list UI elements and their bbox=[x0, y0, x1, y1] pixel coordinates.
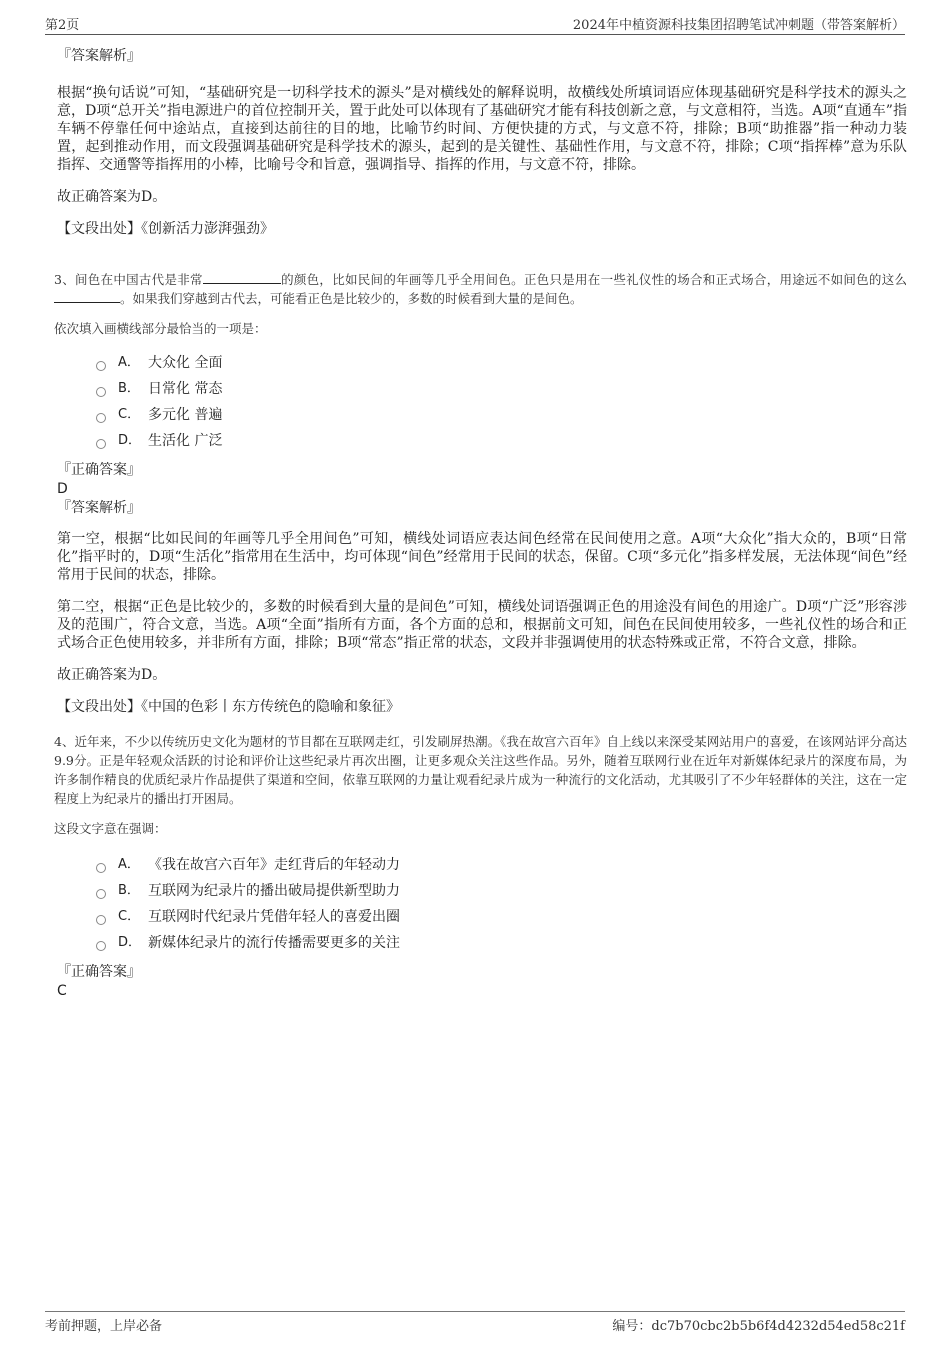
q3-analysis-second: 第二空，根据“正色是比较少的，多数的时候看到大量的是间色”可知，横线处词语强调正色的用途没有间色的用途广。D项“广泛”形容涉及的范围广，符合文意，当选。A项“全面”指所有方面，各个方面的总和，根据前文可知，间色在民间使用较多，一些礼仪性的场合和正式场合正色使用较多，并非所有方面，排除；B项“常态”指正常的状态，文段并非强调使用的状态特殊或正常，不符合文意，排除。 bbox=[57, 599, 907, 651]
radio-icon[interactable] bbox=[96, 413, 106, 423]
page-header bbox=[45, 14, 905, 35]
q2-source: 【文段出处】《创新活力澎湃强劲》 bbox=[57, 221, 274, 237]
radio-icon[interactable] bbox=[96, 439, 106, 449]
q3-text-part1: 3、间色在中国古代是非常 bbox=[54, 272, 203, 287]
radio-icon[interactable] bbox=[96, 915, 106, 925]
question-4-prompt: 这段文字意在强调： bbox=[54, 821, 167, 836]
q3-option-b[interactable]: B． 日常化 常态 bbox=[96, 376, 907, 402]
q3-option-c[interactable]: C． 多元化 普遍 bbox=[96, 402, 907, 428]
radio-icon[interactable] bbox=[96, 361, 106, 371]
q3-correct-answer: D bbox=[57, 481, 68, 497]
radio-icon[interactable] bbox=[96, 863, 106, 873]
page-content bbox=[54, 44, 907, 1000]
q2-analysis-title: 『答案解析』 bbox=[57, 48, 141, 64]
q4-option-c[interactable]: C． 互联网时代纪录片凭借年轻人的喜爱出圈 bbox=[96, 904, 907, 930]
q3-conclusion: 故正确答案为D。 bbox=[57, 667, 167, 683]
q3-correct-title: 『正确答案』 bbox=[57, 462, 141, 478]
document-id: 编号：dc7b70cbc2b5b6f4d4232d54ed58c21f bbox=[612, 1319, 905, 1334]
question-3-text bbox=[54, 270, 907, 308]
page-footer bbox=[45, 1311, 905, 1335]
q3-source: 【文段出处】《中国的色彩丨东方传统色的隐喻和象征》 bbox=[57, 699, 400, 715]
radio-icon[interactable] bbox=[96, 889, 106, 899]
question-3-prompt: 依次填入画横线部分最恰当的一项是： bbox=[54, 321, 267, 336]
q3-analysis-first: 第一空，根据“比如民间的年画等几乎全用间色”可知，横线处词语应表达间色经常在民间使用之意。A项“大众化”指大众的，B项“日常化”指平时的，D项“生活化”指常用在生活中，均可体现“间色”经常用于民间的状态，保留。C项“多元化”指多样发展，无法体现“间色”经常用于民间的状态，排除。 bbox=[57, 531, 907, 583]
radio-icon[interactable] bbox=[96, 941, 106, 951]
q3-blank-1 bbox=[203, 271, 281, 284]
page-number: 第2页 bbox=[45, 18, 80, 33]
q4-option-b[interactable]: B． 互联网为纪录片的播出破局提供新型助力 bbox=[96, 878, 907, 904]
q4-correct-answer: C bbox=[57, 983, 67, 999]
footer-slogan: 考前押题，上岸必备 bbox=[45, 1319, 163, 1334]
q3-option-d[interactable]: D． 生活化 广泛 bbox=[96, 428, 907, 454]
q3-blank-2 bbox=[54, 290, 120, 303]
question-4-text: 4、近年来，不少以传统历史文化为题材的节目都在互联网走红，引发刷屏热潮。《我在故宫六百年》自上线以来深受某网站用户的喜爱，在该网站评分高达9.9分。正是年轻观众活跃的讨论和评价让这些纪录片再次出圈，让更多观众关注这些作品。另外，随着互联网行业在近年对新媒体纪录片的深度布局，为许多制作精良的优质纪录片作品提供了渠道和空间，依靠互联网的力量让观看纪录片成为一种流行的文化活动，尤其吸引了不少年轻群体的关注，这在一定程度上为纪录片的播出打开困局。 bbox=[54, 734, 907, 806]
document-title: 2024年中植资源科技集团招聘笔试冲刺题（带答案解析） bbox=[572, 18, 905, 33]
question-4-options bbox=[96, 852, 907, 956]
q4-option-d[interactable]: D． 新媒体纪录片的流行传播需要更多的关注 bbox=[96, 930, 907, 956]
q2-conclusion: 故正确答案为D。 bbox=[57, 189, 167, 205]
q2-analysis-text: 根据“换句话说”可知，“基础研究是一切科学技术的源头”是对横线处的解释说明，故横线处所填词语应体现基础研究是科学技术的源头之意，D项“总开关”指电源进户的首位控制开关，置于此处可以体现有了基础研究才能有科技创新之意，与文意相符，当选。A项“直通车”指车辆不停靠任何中途站点，直接到达前往的目的地，比喻节约时间、方便快捷的方式，与文意不符，排除；B项“助推器”指一种动力装置，起到推动作用，而文段强调基础研究是科学技术的源头，起到的是关键性、基础性作用，与文意不符，排除；C项“指挥棒”意为乐队指挥、交通警等指挥用的小棒，比喻号令和旨意，强调指导、指挥的作用，与文意不符，排除。 bbox=[57, 85, 907, 173]
q3-text-part3: 。如果我们穿越到古代去，可能看正色是比较少的，多数的时候看到大量的是间色。 bbox=[120, 291, 583, 306]
radio-icon[interactable] bbox=[96, 387, 106, 397]
q3-text-part2: 的颜色，比如民间的年画等几乎全用间色。正色只是用在一些礼仪性的场合和正式场合，用途远不如间色的这么 bbox=[280, 272, 907, 287]
q3-analysis-title: 『答案解析』 bbox=[57, 500, 141, 516]
q3-option-a[interactable]: A． 大众化 全面 bbox=[96, 350, 907, 376]
question-3-options bbox=[96, 350, 907, 454]
q4-option-a[interactable]: A． 《我在故宫六百年》走红背后的年轻动力 bbox=[96, 852, 907, 878]
q4-correct-title: 『正确答案』 bbox=[57, 964, 141, 980]
